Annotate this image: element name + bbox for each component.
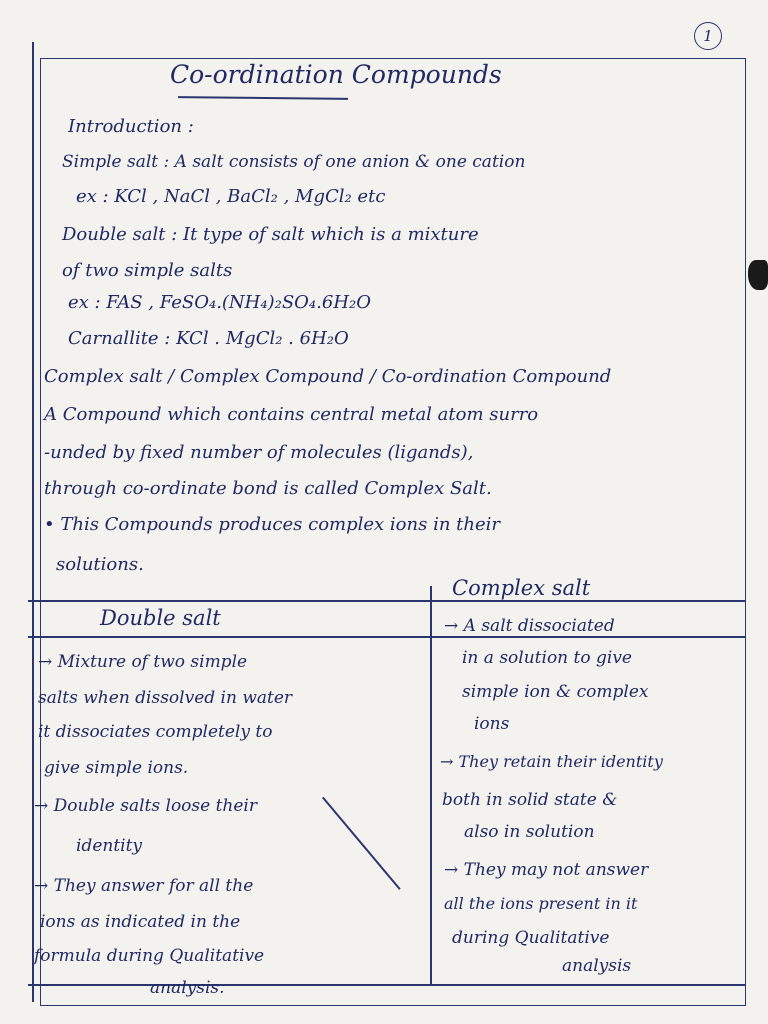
complex-salt-line: also in solution xyxy=(464,822,595,842)
complex-salt-line: simple ion & complex xyxy=(462,682,649,702)
double-salt-line: identity xyxy=(76,836,143,856)
complex-salt-line: during Qualitative xyxy=(452,928,610,948)
complex-salt-line: analysis xyxy=(562,956,632,976)
complex-salt-line: → They retain their identity xyxy=(440,752,663,771)
left-margin-rule xyxy=(32,42,34,1002)
double-salt-line: give simple ions. xyxy=(44,758,189,778)
text-line: Simple salt : A salt consists of one anion & one cation xyxy=(62,152,526,172)
text-line: solutions. xyxy=(56,554,144,575)
intro-heading: Introduction : xyxy=(68,116,194,137)
double-salt-line: analysis. xyxy=(150,978,225,998)
text-line: A Compound which contains central metal atom surro xyxy=(44,404,539,425)
complex-salt-line: in a solution to give xyxy=(462,648,632,668)
text-line: -unded by fixed number of molecules (ligands), xyxy=(44,442,474,463)
text-line: ex : KCl , NaCl , BaCl₂ , MgCl₂ etc xyxy=(76,186,386,207)
ink-blot xyxy=(748,260,768,290)
table-bottom-rule xyxy=(28,984,746,986)
complex-salt-line: ions xyxy=(474,714,510,734)
double-salt-line: salts when dissolved in water xyxy=(38,688,293,708)
complex-salt-header: Complex salt xyxy=(452,576,591,600)
double-salt-line: → They answer for all the xyxy=(34,876,254,896)
text-line: Double salt : It type of salt which is a mixture xyxy=(62,224,479,245)
complex-salt-line: → They may not answer xyxy=(444,860,649,880)
section-heading: Complex salt / Complex Compound / Co-ordination Compound xyxy=(44,366,612,387)
double-salt-header: Double salt xyxy=(100,606,221,630)
complex-salt-line: both in solid state & xyxy=(442,790,618,810)
double-salt-line: it dissociates completely to xyxy=(38,722,273,742)
double-salt-line: formula during Qualitative xyxy=(34,946,265,966)
page-number: 1 xyxy=(694,22,722,50)
double-salt-line: → Mixture of two simple xyxy=(38,652,248,672)
page-title: Co-ordination Compounds xyxy=(170,60,502,89)
double-salt-line: ions as indicated in the xyxy=(40,912,241,932)
complex-salt-line: → A salt dissociated xyxy=(444,616,615,636)
table-top-rule xyxy=(28,600,746,602)
text-line: Carnallite : KCl . MgCl₂ . 6H₂O xyxy=(68,328,349,349)
table-column-divider xyxy=(430,586,432,984)
text-line: ex : FAS , FeSO₄.(NH₄)₂SO₄.6H₂O xyxy=(68,292,371,313)
complex-salt-line: all the ions present in it xyxy=(444,894,638,913)
text-line: through co-ordinate bond is called Complex Salt. xyxy=(44,478,492,499)
double-salt-line: → Double salts loose their xyxy=(34,796,258,816)
table-header-rule xyxy=(28,636,746,638)
text-line: of two simple salts xyxy=(62,260,233,281)
text-line: • This Compounds produces complex ions in their xyxy=(44,514,500,535)
